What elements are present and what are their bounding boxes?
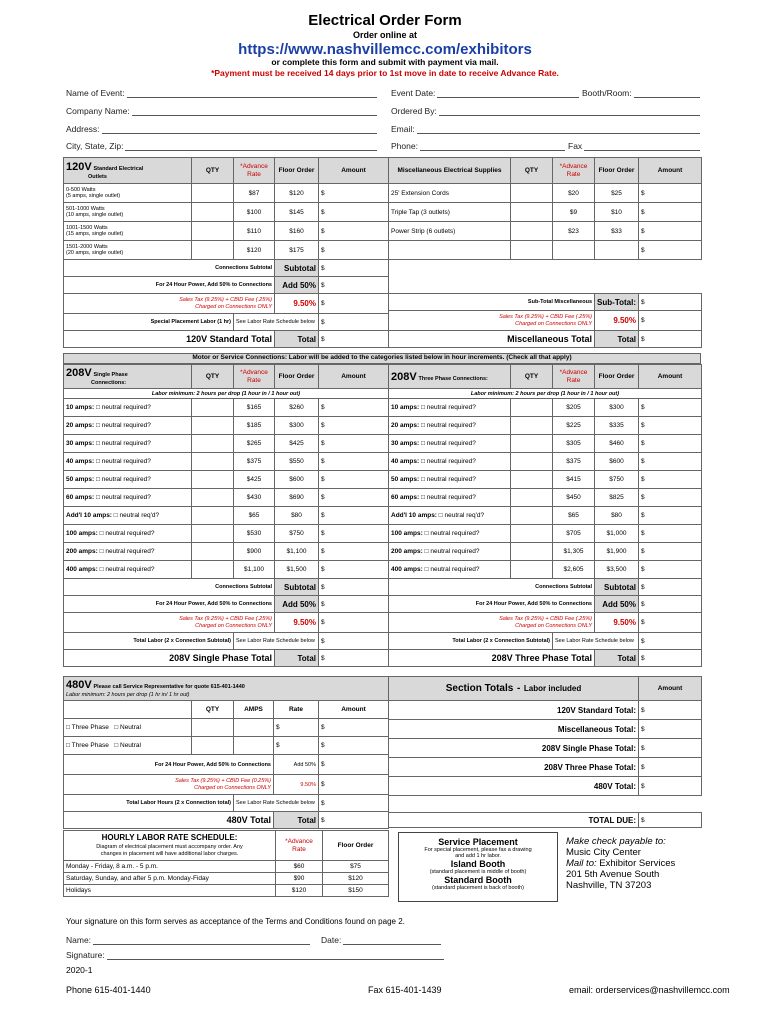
total-label: Total [275,650,319,667]
table-row: 400 amps: □ neutral required? $1,100 $1,500 $ [64,561,389,579]
add50-input[interactable]: $ [319,755,389,775]
amount-header: Amount [319,158,389,184]
qty-input[interactable] [192,453,234,471]
amount-input[interactable]: $ [639,417,702,435]
rate-input[interactable]: $ [274,719,319,737]
amount-input[interactable]: $ [319,453,389,471]
amount-input[interactable]: $ [319,417,389,435]
address-field[interactable] [66,124,379,134]
add50-label: Add 50% [275,277,319,294]
table-row: 60 amps: □ neutral required? $430 $690 $ [64,489,389,507]
amount-input[interactable]: $ [639,435,702,453]
table-row: 25' Extension Cords $20 $25 $ [389,184,702,203]
three-phase-checkbox[interactable]: □ Three Phase [66,742,109,749]
table-row: 20 amps: □ neutral required? $185 $300 $ [64,417,389,435]
labor-input[interactable]: $ [319,314,389,331]
table-row [64,737,389,755]
table-row: 50 amps: □ neutral required? $425 $600 $ [64,471,389,489]
amount-header: Amount [319,365,389,389]
amount-input[interactable]: $ [319,489,389,507]
amps-input[interactable] [234,719,274,737]
misc-total-label: Miscellaneous Total [389,331,595,348]
phone-label: Phone: [391,141,418,151]
island-booth-option[interactable]: Island Booth [450,859,506,869]
table-row: 40 amps: □ neutral required? $375 $600 $ [389,453,702,471]
table-row: Holidays $120 $150 [64,885,389,897]
amount-input[interactable]: $ [639,241,702,260]
sales-tax-label: Sales Tax (9.25%) + CBID Fee (.25%) Charged on Connections ONLY [64,294,275,314]
subtotal-input[interactable]: $ [319,579,389,596]
form-version: 2020-1 [66,965,93,975]
add50-input[interactable]: $ [319,596,389,613]
add50-input[interactable]: $ [319,277,389,294]
payment-warning: *Payment must be received 14 days prior to 1st move in date to receive Advance Rate. [211,68,559,78]
tax-rate: 9.50% [274,775,319,795]
qty-header: QTY [511,158,553,184]
tax-rate: 9.50% [595,311,639,331]
misc-header: Miscellaneous Electrical Supplies [389,158,511,184]
amount-input[interactable]: $ [639,453,702,471]
amount-input[interactable]: $ [639,543,702,561]
table-row: Monday - Friday, 8 a.m. - 5 p.m. $60 $75 [64,861,389,873]
table-row: 10 amps: □ neutral required? $165 $260 $ [64,399,389,417]
see-labor-label: See Labor Rate Schedule below [234,633,319,650]
payable-info: Make check payable to: Music City Center Mail to: Exhibitor Services 201 5th Avenue South Nashville, TN 37203 [566,836,676,891]
event-date-field[interactable] [391,88,581,98]
floor-order-header: Floor Order [275,158,319,184]
phone-field[interactable] [391,141,567,151]
floor-order-header: Floor Order [595,158,639,184]
header-208v-single: 208V Single Phase Connections: [64,365,192,389]
total-208v-three-sum[interactable]: $ [639,758,702,777]
total-labor-label: Total Labor Hours (2 x Connection total) [64,795,234,812]
tax-input[interactable]: $ [639,311,702,331]
total-208v-three-label: 208V Three Phase Total [389,650,595,667]
fax-field[interactable] [568,141,702,151]
email-label: Email: [391,124,415,134]
total-120v-input[interactable]: $ [319,331,389,348]
qty-header: QTY [192,701,234,719]
total-label: Total [595,650,639,667]
amount-input[interactable]: $ [639,489,702,507]
amount-input[interactable]: $ [639,203,702,222]
table-row: 0-500 Watts (5 amps, single outlet) $87 $120 $ [64,184,389,203]
labor-input[interactable]: $ [639,633,702,650]
amount-input[interactable]: $ [639,222,702,241]
add50-input[interactable]: $ [639,596,702,613]
ordered-by-label: Ordered By: [391,106,437,116]
table-row: 200 amps: □ neutral required? $1,305 $1,900 $ [389,543,702,561]
tax-input[interactable]: $ [319,613,389,633]
qty-input[interactable] [192,719,234,737]
misc-subtotal-label: Sub-Total Miscellaneous [389,294,595,311]
fax-number: Fax 615-401-1439 [368,985,442,995]
sales-tax-label: Sales Tax (9.25%) + CBID Fee (.25%) Charged on Connections ONLY [64,613,275,633]
total-due-input[interactable]: $ [639,813,702,828]
table-row: 400 amps: □ neutral required? $2,605 $3,500 $ [389,561,702,579]
connections-subtotal-label: Connections Subtotal [64,579,275,596]
advance-rate-header: *Advance Rate [276,831,323,861]
contact-email-link[interactable]: email: orderservices@nashvillemcc.com [569,985,730,995]
three-phase-checkbox[interactable]: □ Three Phase [66,724,109,731]
add50-label: Add 50% [595,596,639,613]
labor-minimum-note: Labor minimum: 2 hours per drop (1 hour in / 1 hour out) [64,389,389,399]
qty-input[interactable] [192,471,234,489]
advance-rate-header: *Advance Rate [234,365,275,389]
date-label: Date: [321,935,342,945]
service-placement-title: Service Placement [438,837,518,847]
amount-input[interactable]: $ [639,561,702,579]
tax-rate: 9.50% [595,613,639,633]
table-row: 100 amps: □ neutral required? $530 $750 $ [64,525,389,543]
ordered-by-field[interactable] [391,106,702,116]
qty-input[interactable] [192,417,234,435]
name-field[interactable] [66,935,312,945]
table-480v [63,676,389,829]
amount-input[interactable]: $ [639,399,702,417]
subtotal-label: Subtotal [275,260,319,277]
subtotal-input[interactable]: $ [639,579,702,596]
total-labor-label: Total Labor (2 x Connection Subtotal) [389,633,553,650]
add50-label: Add 50% [275,596,319,613]
exhibitors-url-link[interactable]: https://www.nashvillemcc.com/exhibitors [238,41,532,58]
floor-order-header: Floor Order [323,831,389,861]
qty-input[interactable] [511,435,553,453]
table-row: 200 amps: □ neutral required? $900 $1,100 $ [64,543,389,561]
amount-input[interactable]: $ [319,525,389,543]
advance-rate-header: *Advance Rate [234,158,275,184]
table-120v [63,157,389,348]
event-name-label: Name of Event: [66,88,125,98]
amount-input[interactable]: $ [319,399,389,417]
qty-input[interactable] [511,453,553,471]
table-misc [388,157,702,348]
floor-order-header: Floor Order [595,365,639,389]
power24-label: For 24 Hour Power, Add 50% to Connections [389,596,595,613]
amount-input[interactable]: $ [319,471,389,489]
amount-header: Amount [639,677,702,701]
table-row: 40 amps: □ neutral required? $375 $550 $ [64,453,389,471]
misc-total-input[interactable]: $ [639,331,702,348]
amount-input[interactable]: $ [319,561,389,579]
table-row: Saturday, Sunday, and after 5 p.m. Monday-Fiday $90 $120 [64,873,389,885]
qty-input[interactable] [511,561,553,579]
sales-tax-label: Sales Tax (9.25%) + CBID Fee (0.25%) Charged on Connections ONLY [64,775,274,795]
header-208v-three: 208V Three Phase Connections: [389,365,511,389]
qty-input[interactable] [192,399,234,417]
tax-rate: 9.50% [275,294,319,314]
total-480v-label: 480V Total [64,812,274,829]
qty-input[interactable] [511,399,553,417]
connections-subtotal-label: Connections Subtotal [389,579,595,596]
table-row: 10 amps: □ neutral required? $205 $300 $ [389,399,702,417]
event-date-label: Event Date: [391,88,436,98]
amount-header: Amount [639,158,702,184]
qty-input[interactable] [192,737,234,755]
qty-input[interactable] [192,222,234,241]
header-480v: 480V Please call Service Representative for quote 615-401-1440 Labor minimum: 2 hours per drop (1 hr in/ 1 hr out) [64,677,389,701]
rate-input[interactable]: $ [274,737,319,755]
company-name-field[interactable] [66,106,379,116]
qty-input[interactable] [192,435,234,453]
amount-input[interactable]: $ [319,241,389,260]
table-row: Add'l 10 amps: □ neutral req'd? $65 $80 $ [64,507,389,525]
table-row: 30 amps: □ neutral required? $305 $460 $ [389,435,702,453]
total-208v-single-sum[interactable]: $ [639,739,702,758]
subtotal-label: Subtotal [595,579,639,596]
total-labor-label: Total Labor (2 x Connection Subtotal) [64,633,234,650]
qty-input[interactable] [192,184,234,203]
signature-note: Your signature on this form serves as acceptance of the Terms and Conditions found on page 2. [66,917,405,926]
total-label: Total [595,331,639,348]
service-placement-box: Service Placement For special placement, please fax a drawing and add 1 hr labor. Island Booth (standard placement is middle of booth) Standard Booth (standard placement is back of booth) [398,832,558,902]
see-labor-label: See Labor Rate Schedule below [234,314,319,331]
qty-header: QTY [192,158,234,184]
subtotal-input[interactable]: $ [319,260,389,277]
city-state-zip-field[interactable] [66,141,379,151]
see-labor-label: See Labor Rate Schedule below [553,633,639,650]
table-row: 100 amps: □ neutral required? $705 $1,000 $ [389,525,702,543]
subtotal-label: Sub-Total: [595,294,639,311]
sales-tax-label: Sales Tax (9.25%) + CBID Fee (.25%) Charged on Connections ONLY [389,311,595,331]
amount-input[interactable]: $ [319,543,389,561]
form-title: Electrical Order Form [308,12,462,29]
add50-label: Add 50% [274,755,319,775]
qty-input[interactable] [511,222,553,241]
motor-note: Motor or Service Connections: Labor will be added to the categories listed below in hour increments. (Check all that apply) [63,353,701,364]
qty-input[interactable] [192,203,234,222]
amount-input[interactable]: $ [639,507,702,525]
qty-header: QTY [511,365,553,389]
table-row: Add'l 10 amps: □ neutral req'd? $65 $80 $ [389,507,702,525]
amount-input[interactable]: $ [319,435,389,453]
fax-label: Fax [568,141,583,151]
amps-header: AMPS [234,701,274,719]
total-208v-single-input[interactable]: $ [319,650,389,667]
signature-field[interactable] [66,950,446,960]
connections-subtotal-label: Connections Subtotal [64,260,275,277]
total-480v-input[interactable]: $ [319,812,389,829]
tax-input[interactable]: $ [639,613,702,633]
total-120v-sum[interactable]: $ [639,701,702,720]
amount-header: Amount [319,701,389,719]
subtotal-label: Subtotal [275,579,319,596]
qty-input[interactable] [511,507,553,525]
labor-rate-schedule: HOURLY LABOR RATE SCHEDULE: Diagram of electrical placement must accompany order. Any changes in placement will have additional labor charges. *Advance Rate Floor Order Monday - Friday, 8 a.m. - 5 p.m. $60 $75 Saturday, Sunday, and after 5 p.m. Monday-Fiday $90 $120 Holidays $120 $150 [63,830,389,897]
qty-input[interactable] [511,417,553,435]
table-row: 20 amps: □ neutral required? $225 $335 $ [389,417,702,435]
amount-input[interactable]: $ [319,719,389,737]
neutral-checkbox[interactable]: □ Neutral [114,742,141,749]
table-208v-single [63,364,389,667]
qty-input[interactable] [511,203,553,222]
qty-input[interactable] [192,543,234,561]
table-row: 60 amps: □ neutral required? $450 $825 $ [389,489,702,507]
table-row: Power Strip (6 outlets) $23 $33 $ [389,222,702,241]
table-row: 1501-2000 Watts (20 amps, single outlet) $120 $175 $ [64,241,389,260]
tax-input[interactable]: $ [319,775,389,795]
standard-booth-option[interactable]: Standard Booth [444,875,512,885]
amount-input[interactable]: $ [319,507,389,525]
header-120v: 120V Standard Electrical Outlets [64,158,192,184]
total-label: Total [275,331,319,348]
mail-note: or complete this form and submit with payment via mail. [271,57,499,67]
advance-rate-header: *Advance Rate [553,365,595,389]
section-totals-header: Section Totals - Labor included [389,677,639,701]
qty-input[interactable] [511,184,553,203]
qty-input[interactable] [511,543,553,561]
total-label: Total [274,812,319,829]
power24-label: For 24 Hour Power, Add 50% to Connections [64,755,274,775]
amount-input[interactable]: $ [319,184,389,203]
amount-input[interactable]: $ [319,737,389,755]
rate-header: Rate [274,701,319,719]
total-misc-sum[interactable]: $ [639,720,702,739]
floor-order-header: Floor Order [275,365,319,389]
tax-input[interactable]: $ [319,294,389,314]
booth-room-label: Booth/Room: [582,88,632,98]
labor-schedule-title: HOURLY LABOR RATE SCHEDULE: [101,833,238,843]
phone-number: Phone 615-401-1440 [66,985,151,995]
amount-input[interactable]: $ [639,525,702,543]
see-labor-label: See Labor Rate Schedule below [234,795,319,812]
total-480v-sum[interactable]: $ [639,777,702,796]
table-row: 501-1000 Watts (10 amps, single outlet) $100 $145 $ [64,203,389,222]
total-120v-label: 120V Standard Total [64,331,275,348]
qty-input[interactable] [511,489,553,507]
qty-input[interactable] [192,561,234,579]
signature-label: Signature: [66,950,105,960]
table-row: 50 amps: □ neutral required? $415 $750 $ [389,471,702,489]
neutral-checkbox[interactable]: □ Neutral [114,724,141,731]
amount-input[interactable]: $ [319,222,389,241]
labor-minimum-note: Labor minimum: 2 hours per drop (1 hour in / 1 hour out) [389,389,702,399]
qty-header: QTY [192,365,234,389]
table-row [64,719,389,737]
table-row: 1001-1500 Watts (15 amps, single outlet) $110 $160 $ [64,222,389,241]
section-totals: Section Totals - Labor included Amount 120V Standard Total: $ Miscellaneous Total: $ 208V Single Phase Total: $ 208V Three Phase Total: $ 480V Total: $ TOTAL DUE: $ [388,676,702,828]
total-208v-three-input[interactable]: $ [639,650,702,667]
power24-label: For 24 Hour Power, Add 50% to Connections [64,277,275,294]
amount-header: Amount [639,365,702,389]
misc-subtotal-input[interactable]: $ [639,294,702,311]
qty-input[interactable] [192,489,234,507]
labor-input[interactable]: $ [319,795,389,812]
sales-tax-label: Sales Tax (9.25%) + CBID Fee (.25%) Charged on Connections ONLY [389,613,595,633]
table-row: 30 amps: □ neutral required? $265 $425 $ [64,435,389,453]
amount-input[interactable]: $ [639,471,702,489]
order-online-label: Order online at [352,30,417,40]
qty-input[interactable] [511,471,553,489]
total-due-label: TOTAL DUE: [389,813,639,828]
power24-label: For 24 Hour Power, Add 50% to Connections [64,596,275,613]
table-row: Triple Tap (3 outlets) $9 $10 $ [389,203,702,222]
qty-input[interactable] [192,241,234,260]
company-name-label: Company Name: [66,106,130,116]
labor-input[interactable]: $ [319,633,389,650]
email-field[interactable] [391,124,702,134]
qty-input[interactable] [192,525,234,543]
table-row [389,241,702,260]
special-labor-label: Special Placement Labor (1 hr) [64,314,234,331]
qty-input[interactable] [511,525,553,543]
date-field[interactable] [321,935,443,945]
tax-rate: 9.50% [275,613,319,633]
total-208v-single-label: 208V Single Phase Total [64,650,275,667]
city-state-zip-label: City, State, Zip: [66,141,124,151]
event-name-field[interactable] [66,88,379,98]
table-208v-three [388,364,702,667]
name-label: Name: [66,935,92,945]
qty-input[interactable] [192,507,234,525]
amount-input[interactable]: $ [639,184,702,203]
amps-input[interactable] [234,737,274,755]
address-label: Address: [66,124,100,134]
advance-rate-header: *Advance Rate [553,158,595,184]
booth-room-field[interactable] [582,88,702,98]
amount-input[interactable]: $ [319,203,389,222]
